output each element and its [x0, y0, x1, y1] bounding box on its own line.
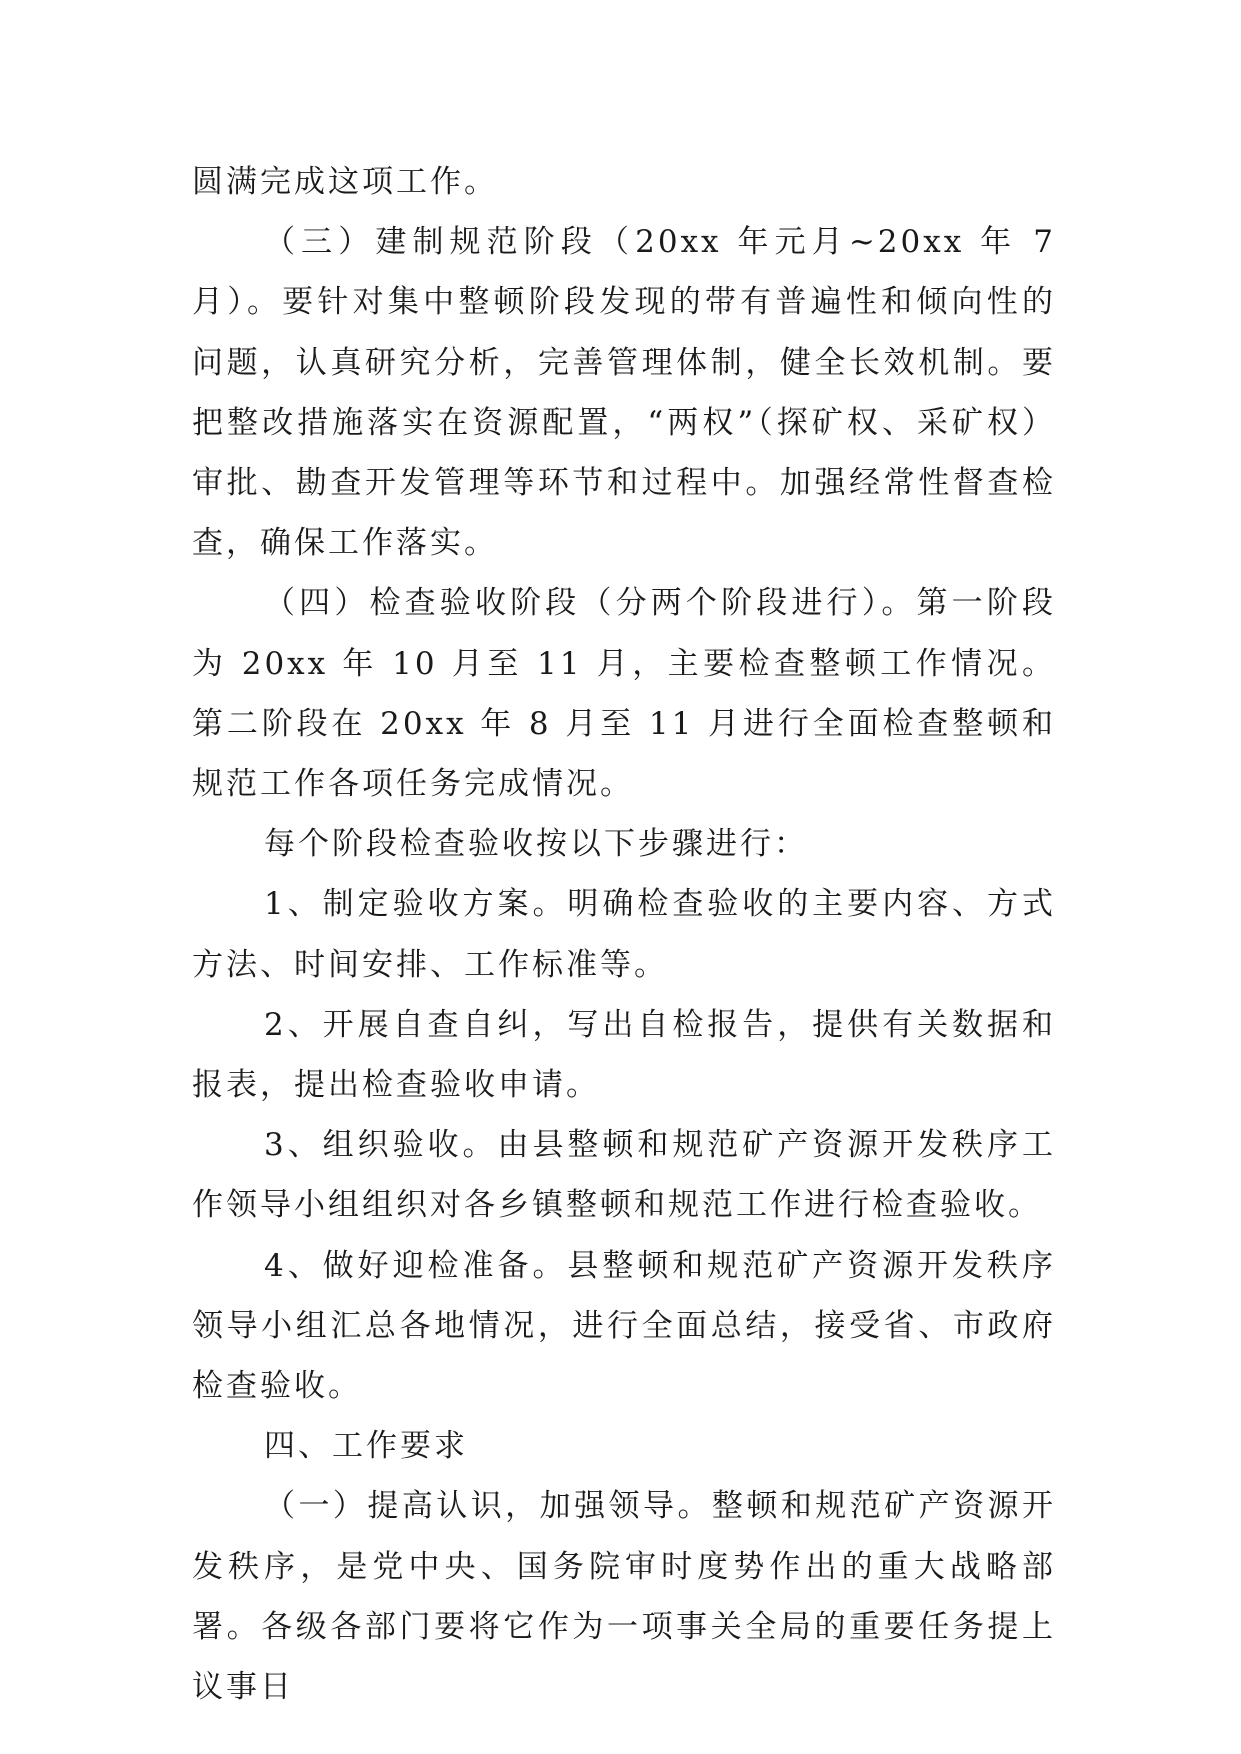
paragraph-step-1: 1、制定验收方案。明确检查验收的主要内容、方式方法、时间安排、工作标准等。	[192, 886, 1056, 983]
paragraph-step-3: 3、组织验收。由县整顿和规范矿产资源开发秩序工作领导小组组织对各乡镇整顿和规范工作进行检查验收。	[192, 1127, 1056, 1224]
paragraph-step-2: 2、开展自查自纠，写出自检报告，提供有关数据和报表，提出检查验收申请。	[192, 1006, 1056, 1104]
paragraph-continuation: 圆满完成这项工作。	[192, 164, 498, 200]
document-body	[192, 152, 1056, 1717]
paragraph-phase-four: （四）检查验收阶段（分两个阶段进行）。第一阶段为 20xx 年 10 月至 11 月，主要检查整顿工作情况。第二阶段在 20xx 年 8 月至 11 月进行全面检查整顿和规范工作各项任务完成情况。	[192, 585, 1056, 803]
paragraph-step-4: 4、做好迎检准备。县整顿和规范矿产资源开发秩序领导小组汇总各地情况，进行全面总结，接受省、市政府检查验收。	[192, 1247, 1056, 1405]
section-heading-work-requirements: 四、工作要求	[264, 1428, 468, 1465]
paragraph-phase-three: （三）建制规范阶段（20xx 年元月~20xx 年 7 月）。要针对集中整顿阶段发现的带有普遍性和倾向性的问题，认真研究分析，完善管理体制，健全长效机制。要把整改措施落实在资源配置，“两权”（探矿权、采矿权）审批、勘查开发管理等环节和过程中。加强经常性督查检查，确保工作落实。	[192, 224, 1056, 562]
paragraph-requirement-1: （一）提高认识，加强领导。整顿和规范矿产资源开发秩序，是党中央、国务院审时度势作出的重大战略部署。各级各部门要将它作为一项事关全局的重要任务提上议事日	[192, 1488, 1056, 1706]
paragraph-steps-intro: 每个阶段检查验收按以下步骤进行：	[264, 826, 808, 863]
